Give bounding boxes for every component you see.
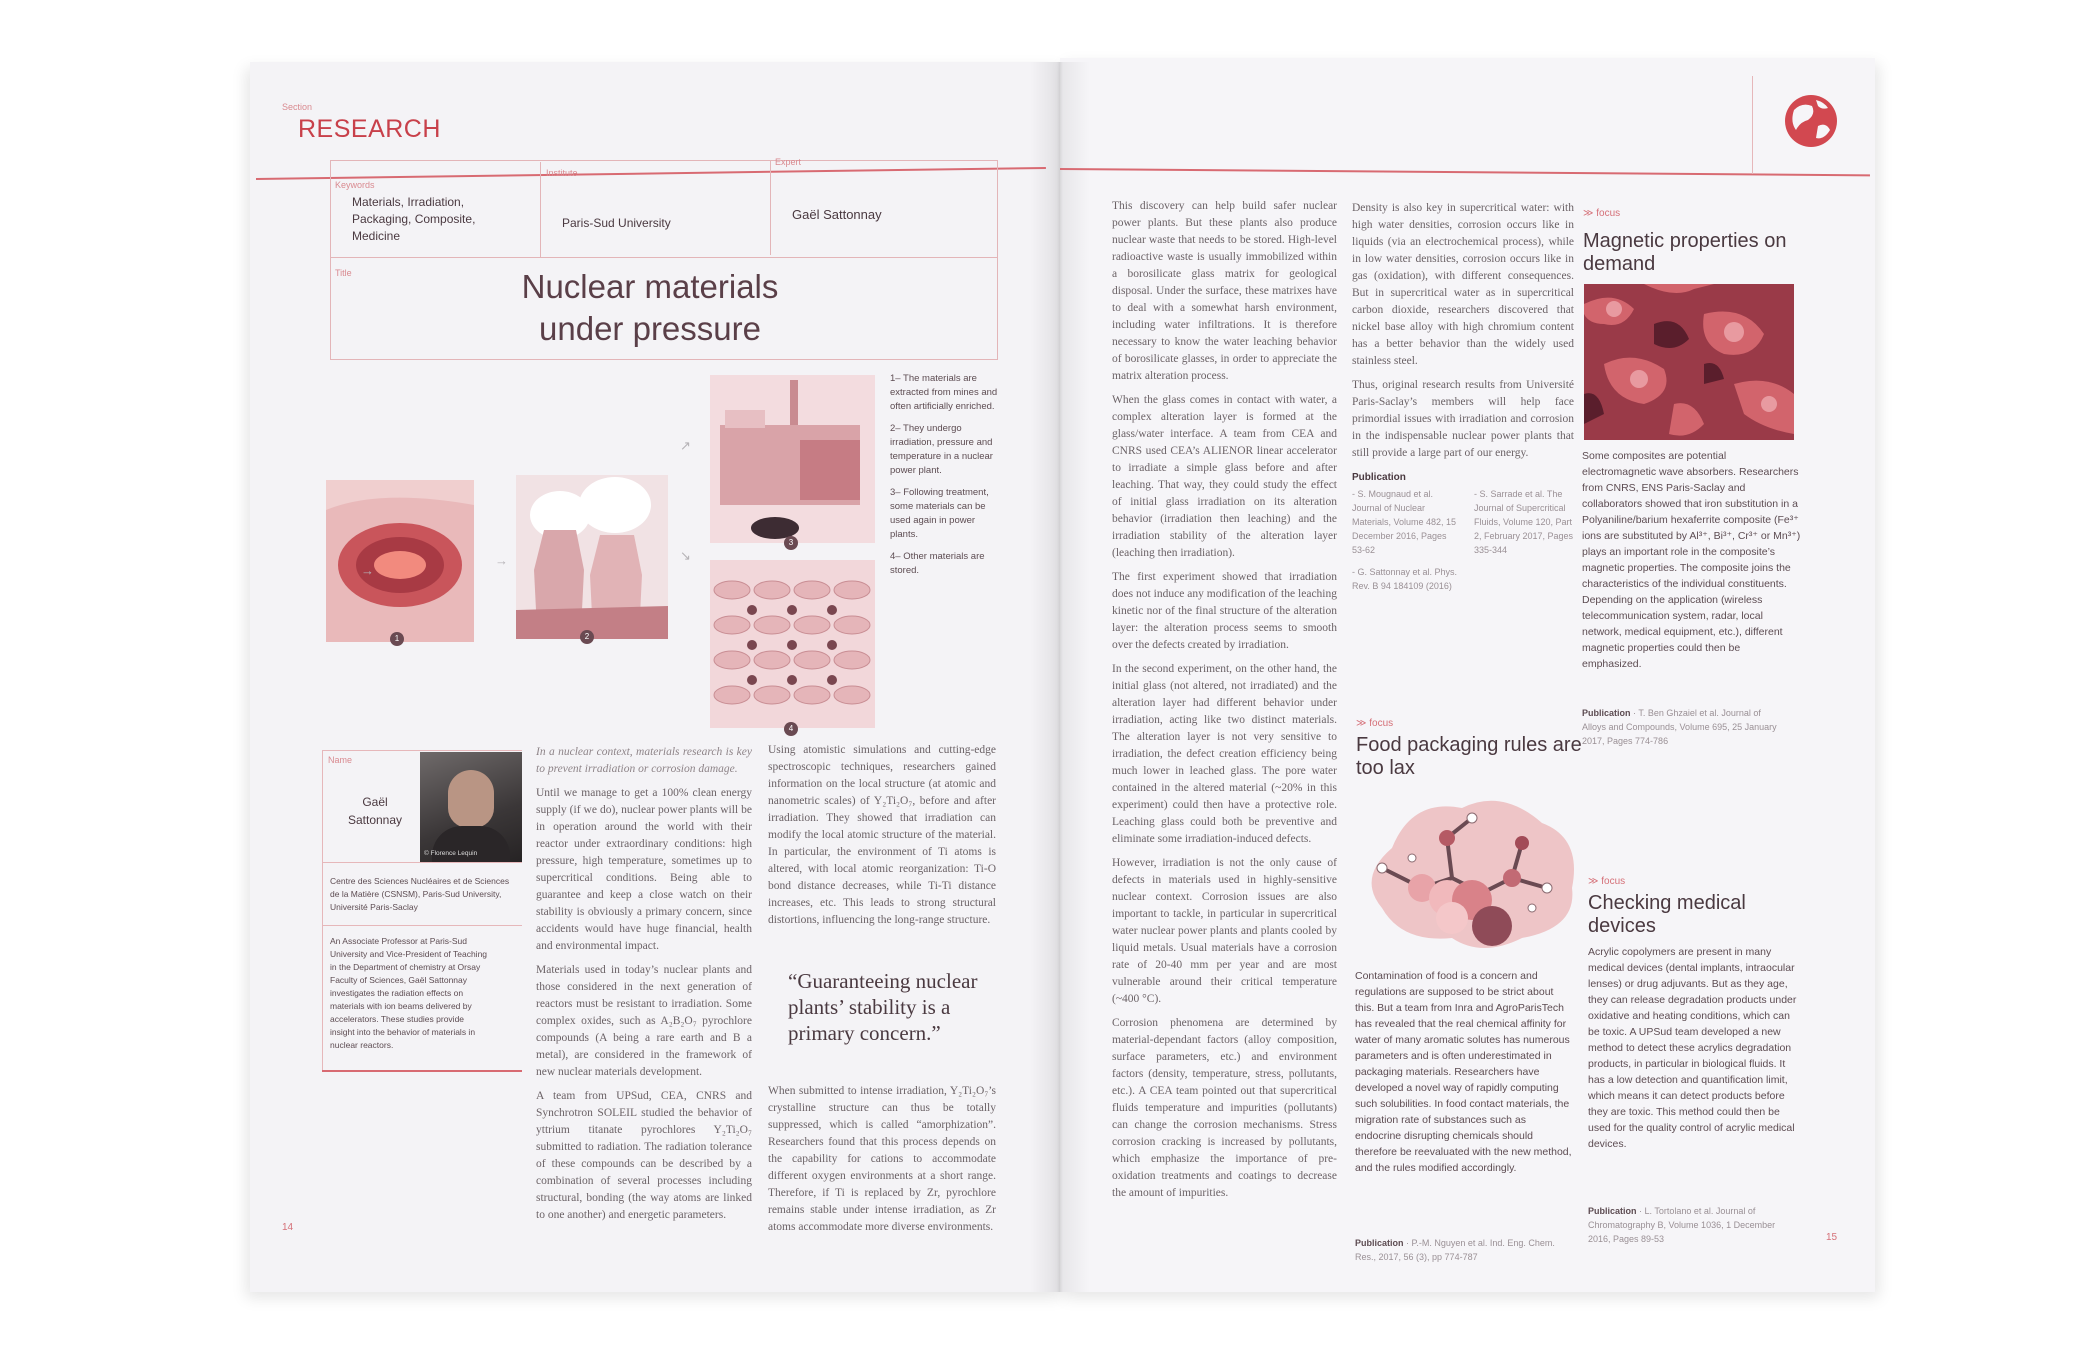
medical-focus-publication [1588,1204,1788,1246]
publication-ref: - G. Sattonnay et al. Phys. Rev. B 94 184109 (2016) [1352,567,1458,591]
food-focus-text: Contamination of food is a concern and regulations are supposed to be strict about this. But a team from Inra and AgroParisTech has revealed that the real chemical affinity for water of many aromatic solutes has numerous parameters and is often underestimated in packaging materials. Researchers have developed a novel way of rapidly computing such solubilities. In food contact materials, the migration rate of substances such as endocrine disrupting chemicals should therefore be reevaluated with the new method, and the rules modified accordingly. [1355,970,1572,1174]
right-column-2 [1352,200,1574,593]
power-plant-illustration [710,375,875,543]
face [448,770,494,828]
pull-quote: “Guaranteeing nuclear plants’ stability is a primary concern.” [788,969,978,1045]
section-label: Section [282,102,313,112]
expert-card-rule [322,1070,522,1072]
cooling-towers-illustration [516,475,668,639]
publication-ref: · L. Tortolano et al. Journal of Chromatography B, Volume 1036, 1 December 2016, Pages 89-53 [1588,1206,1776,1244]
step-caption: 2– They undergo irradiation, pressure and temperature in a nuclear power plant. [890,423,993,476]
card-divider [322,862,522,863]
publication-ref: - S. Sarrade et al. The Journal of Supercritical Fluids, Volume 120, Part 2, February 2017, Pages 335-344 [1474,489,1574,555]
right-column-1 [1112,198,1337,1202]
expert-name [340,793,410,829]
svg-text:↗: ↗ [680,438,691,453]
institute: Paris-Sud University [562,216,671,230]
body-paragraph: When the glass comes in contact with water, a complex alteration layer is formed at the glass/water interface. A team from CEA and CNRS used CEA’s ALIENOR linear accelerator to irradiate a simple glass before and after leaching. That way, they could study the effect of initial glass irradiation on its alteration behavior (irradiation then leaching) and the irradiation stability of the alteration layer (leaching then irradiation). [1112,394,1337,559]
card-divider [322,925,522,926]
left-column-1 [536,744,752,1224]
name-label: Name [328,755,353,765]
svg-text:↘: ↘ [680,548,691,563]
body-paragraph: The first experiment showed that irradiation does not induce any modification of the leaching kinetic nor of the final structure of the alteration layer: the alteration process seems to smooth over the defects created by irradiation. [1112,571,1337,651]
publication-ref: - S. Mougnaud et al. Journal of Nuclear Materials, Volume 482, 15 December 2016, Pages 53-62 [1352,489,1457,555]
meta-divider [770,160,771,255]
body-paragraph: A team from UPSud, CEA, CNRS and Synchrotron SOLEIL studied the behavior of yttrium titanate pyrochlores Y₂Ti₂O₇ submitted to radiation. The radiation tolerance of these compounds can be described by a combination of several processes including structural, bonding (the way atoms are linked to one another) and energetic parameters. [536,1090,752,1221]
left-column-2 [768,742,996,929]
food-focus-publication [1355,1236,1573,1264]
body-paragraph: Density is also key in supercritical water: with high water densities, corrosion occurs like in liquids (via an electrochemical process), while in low water densities, corrosion occurs like in gas (oxidation), with different consequences. But in supercritical water as in supercritical carbon dioxide, researchers discovered that nickel base alloy with high chromium content has a better behavior than the widely used stainless steel. [1352,202,1574,367]
step-badge: 1 [390,632,404,646]
expert-last-name: Sattonnay [347,813,403,827]
keywords: Materials, Irradiation, Packaging, Composite, Medicine [352,195,476,243]
step-captions [890,372,1002,578]
globe-logo-icon [1782,92,1840,150]
expert-first-name: Gaël [362,795,388,809]
keywords-label: Keywords [335,180,375,190]
title-line-2: under pressure [539,310,761,347]
body-paragraph: When submitted to intense irradiation, Y₂Ti₂O₇’s crystalline structure can thus be totally suppressed, which is called “amorphization”. Researchers found that this process depends on the capability for cations to accommodate different oxygen environments at a short range. Therefore, if Ti is replaced by Zr, pyrochlore remains stable under intense irradiation, as Zr atoms accommodate more diverse environments. [768,1085,996,1233]
meta-divider [330,257,998,258]
publication-label: Publication [1352,472,1406,483]
food-focus-title: Food packaging rules are too lax [1356,734,1582,779]
body-paragraph: Until we manage to get a 100% clean energy supply (if we do), nuclear power plants will be in operation around the world with their reactor under extraordinary conditions: high pressure, high temperature, sometimes up to supercritical conditions. Being able to guarantee and keep a close watch on their stability is obviously a primary concern, since accidents would have huge financial, health and environmental impact. [536,787,752,952]
medical-focus-title: Checking medical devices [1588,892,1746,937]
page-number-right: 15 [1826,1232,1838,1243]
step-badge: 3 [784,536,798,550]
svg-text:→: → [495,553,508,568]
publication-ref: · T. Ben Ghzaiel et al. Journal of Alloys and Compounds, Volume 695, 25 January 2017, Pages 774-786 [1582,708,1777,746]
body-paragraph: Thus, original research results from Université Paris-Saclay’s members will help face primordial issues with irradiation and corrosion in the indispensable nuclear power plants that still provide a large part of our energy. [1352,379,1574,459]
step-caption: 3– Following treatment, some materials can be used again in power plants. [890,487,989,540]
publication-label: Publication [1588,1206,1637,1216]
title-label: Title [335,268,352,278]
medical-focus-text: Acrylic copolymers are present in many medical devices (dental implants, intraocular lenses) or drug adjuvants. But as they age, they can release degradation products under oxidative and heating conditions, which can be toxic. A UPSud team developed a new method to detect these acrylics degradation products, in particular in biological fluids. It has a low detection and quantification limit, which means it can detect products before they are toxic. This method could then be used for the quality control of acrylic medical devices. [1588,946,1797,1150]
publication-label: Publication [1582,708,1631,718]
expert-label: Expert [775,157,802,167]
publication-label: Publication [1355,1238,1404,1248]
body-paragraph: However, irradiation is not the only cause of defects in materials used in highly-sensitive nuclear context. Corrosion issues are also important to tackle, in particular in supercritical water nuclear power plants and plants cooled by liquid metals. Usual materials have a corrosion rate of 20-40 mm per year and are most vulnerable around their critical temperature (~400 °C). [1112,857,1337,1005]
article-title [440,266,860,350]
body-paragraph: Using atomistic simulations and cutting-edge spectroscopic techniques, researchers gained information on the local structure (at atomic and nanometric scales) of Y₂Ti₂O₇, before and after irradiation. They showed that irradiation can modify the local atomic structure of the material. In particular, the environment of Ti atoms is altered, with local atomic reorganization: Ti-O bond distance decreases, while Ti-Ti distance increases, etc. This leads to strong structural distortions, influencing the long-range structure. [768,744,996,926]
nuclear-cycle-illustration [320,370,900,730]
step-badge: 4 [784,722,798,736]
page-number-left: 14 [282,1222,294,1233]
publication-list [1352,487,1574,593]
magnetic-focus-publication [1582,706,1782,748]
body-paragraph: In the second experiment, on the other hand, the initial glass (not altered, not irradiated) and the alteration layer had different behavior under irradiation, acting like two distinct materials. The alteration layer is not very sensitive to irradiation, the defect creation efficiency being much lower in leached glass. The pore water contained in the altered material (~20% in this experiment) could then have a protective role. Leaching glass could both be preventive and eliminate some irradiation-induced defects. [1112,663,1337,845]
expert: Gaël Sattonnay [792,207,882,222]
body-paragraph: Materials used in today’s nuclear plants and those considered in the next generation of reactors must be resistant to irradiation. Some complex oxides, such as A₂B₂O₇ pyrochlore compounds (A being a rare earth and B a metal), are considered in the framework of new nuclear materials development. [536,964,752,1078]
logo-divider [1752,76,1753,174]
section-title: RESEARCH [298,115,441,143]
left-column-2-bottom [768,1083,996,1236]
expert-photo [420,752,522,862]
magnetic-focus-title: Magnetic properties on demand [1583,230,1787,275]
body-paragraph: Corrosion phenomena are determined by material-dependant factors (alloy composition, surface parameters, etc.) and environment factors (density, temperature, stress, pollutants, etc.). A CEA team pointed out that supercritical fluids temperature and impurities (pollutants) can change the corrosion mechanisms. Stress corrosion cracking is increased by pollutants, which emphasize the importance of pre-oxidation treatments and coatings to decrease the amount of impurities. [1112,1017,1337,1199]
focus-tag: ≫ focus [1583,208,1621,219]
institute-label: Institute [546,168,578,178]
magnetic-composite-image [1584,284,1794,440]
step-caption: 4– Other materials are stored. [890,551,985,576]
step-caption: 1– The materials are extracted from mines and often artificially enriched. [890,373,998,412]
svg-text:→: → [361,563,374,578]
publication-ref: · P.-M. Nguyen et al. Ind. Eng. Chem. Res., 2017, 56 (3), pp 774-787 [1355,1238,1555,1262]
focus-tag: ≫ focus [1588,876,1626,887]
molecule-illustration [1352,788,1584,958]
step-badge: 2 [580,630,594,644]
photo-credit: © Florence Lequin [424,850,478,857]
body-paragraph: This discovery can help build safer nuclear power plants. But these plants also produce nuclear waste that needs to be stored. High-level radioactive waste is usually immobilized within a borosilicate glass matrix for geological disposal. Under the surface, these matrixes have to deal with a somewhat harsh environment, including water infiltrations. It is therefore necessary to know the water leaching behavior of borosilicate glasses, in order to appreciate the matrix alteration process. [1112,200,1337,382]
expert-bio: An Associate Professor at Paris-Sud University and Vice-President of Teaching in the Department of chemistry at Orsay Faculty of Sciences, Gaël Sattonnay investigates the radiation effects on materials with ion beams delivered by accelerators. These studies provide insight into the behavior of materials in nuclear reactors. [330,936,488,1050]
meta-divider [540,162,541,257]
title-line-1: Nuclear materials [521,268,779,305]
intro-paragraph: In a nuclear context, materials research is key to prevent irradiation or corrosion damage. [536,746,752,775]
expert-lab: Centre des Sciences Nucléaires et de Sciences de la Matière (CSNSM), Paris-Sud University, Université Paris-Saclay [330,876,510,912]
spine-shadow [1030,62,1090,1292]
barrels-illustration [710,560,875,728]
focus-tag: ≫ focus [1356,718,1394,729]
mine-illustration [326,480,474,642]
magnetic-focus-text: Some composites are potential electromagnetic wave absorbers. Researchers from CNRS, ENS Paris-Saclay and collaborators showed that iron substitution in a Polyaniline/barium hexaferrite composite (Fe³⁺ ions are substituted by Al³⁺, Bi³⁺, Cr³⁺ or Mn³⁺) plays an important role in the composite’s magnetic properties. The composite joins the characteristics of the individual constituents. Depending on the application (wireless telecommunication system, radar, local network, medical equipment, etc.), different magnetic properties could then be emphasized. [1582,450,1801,670]
